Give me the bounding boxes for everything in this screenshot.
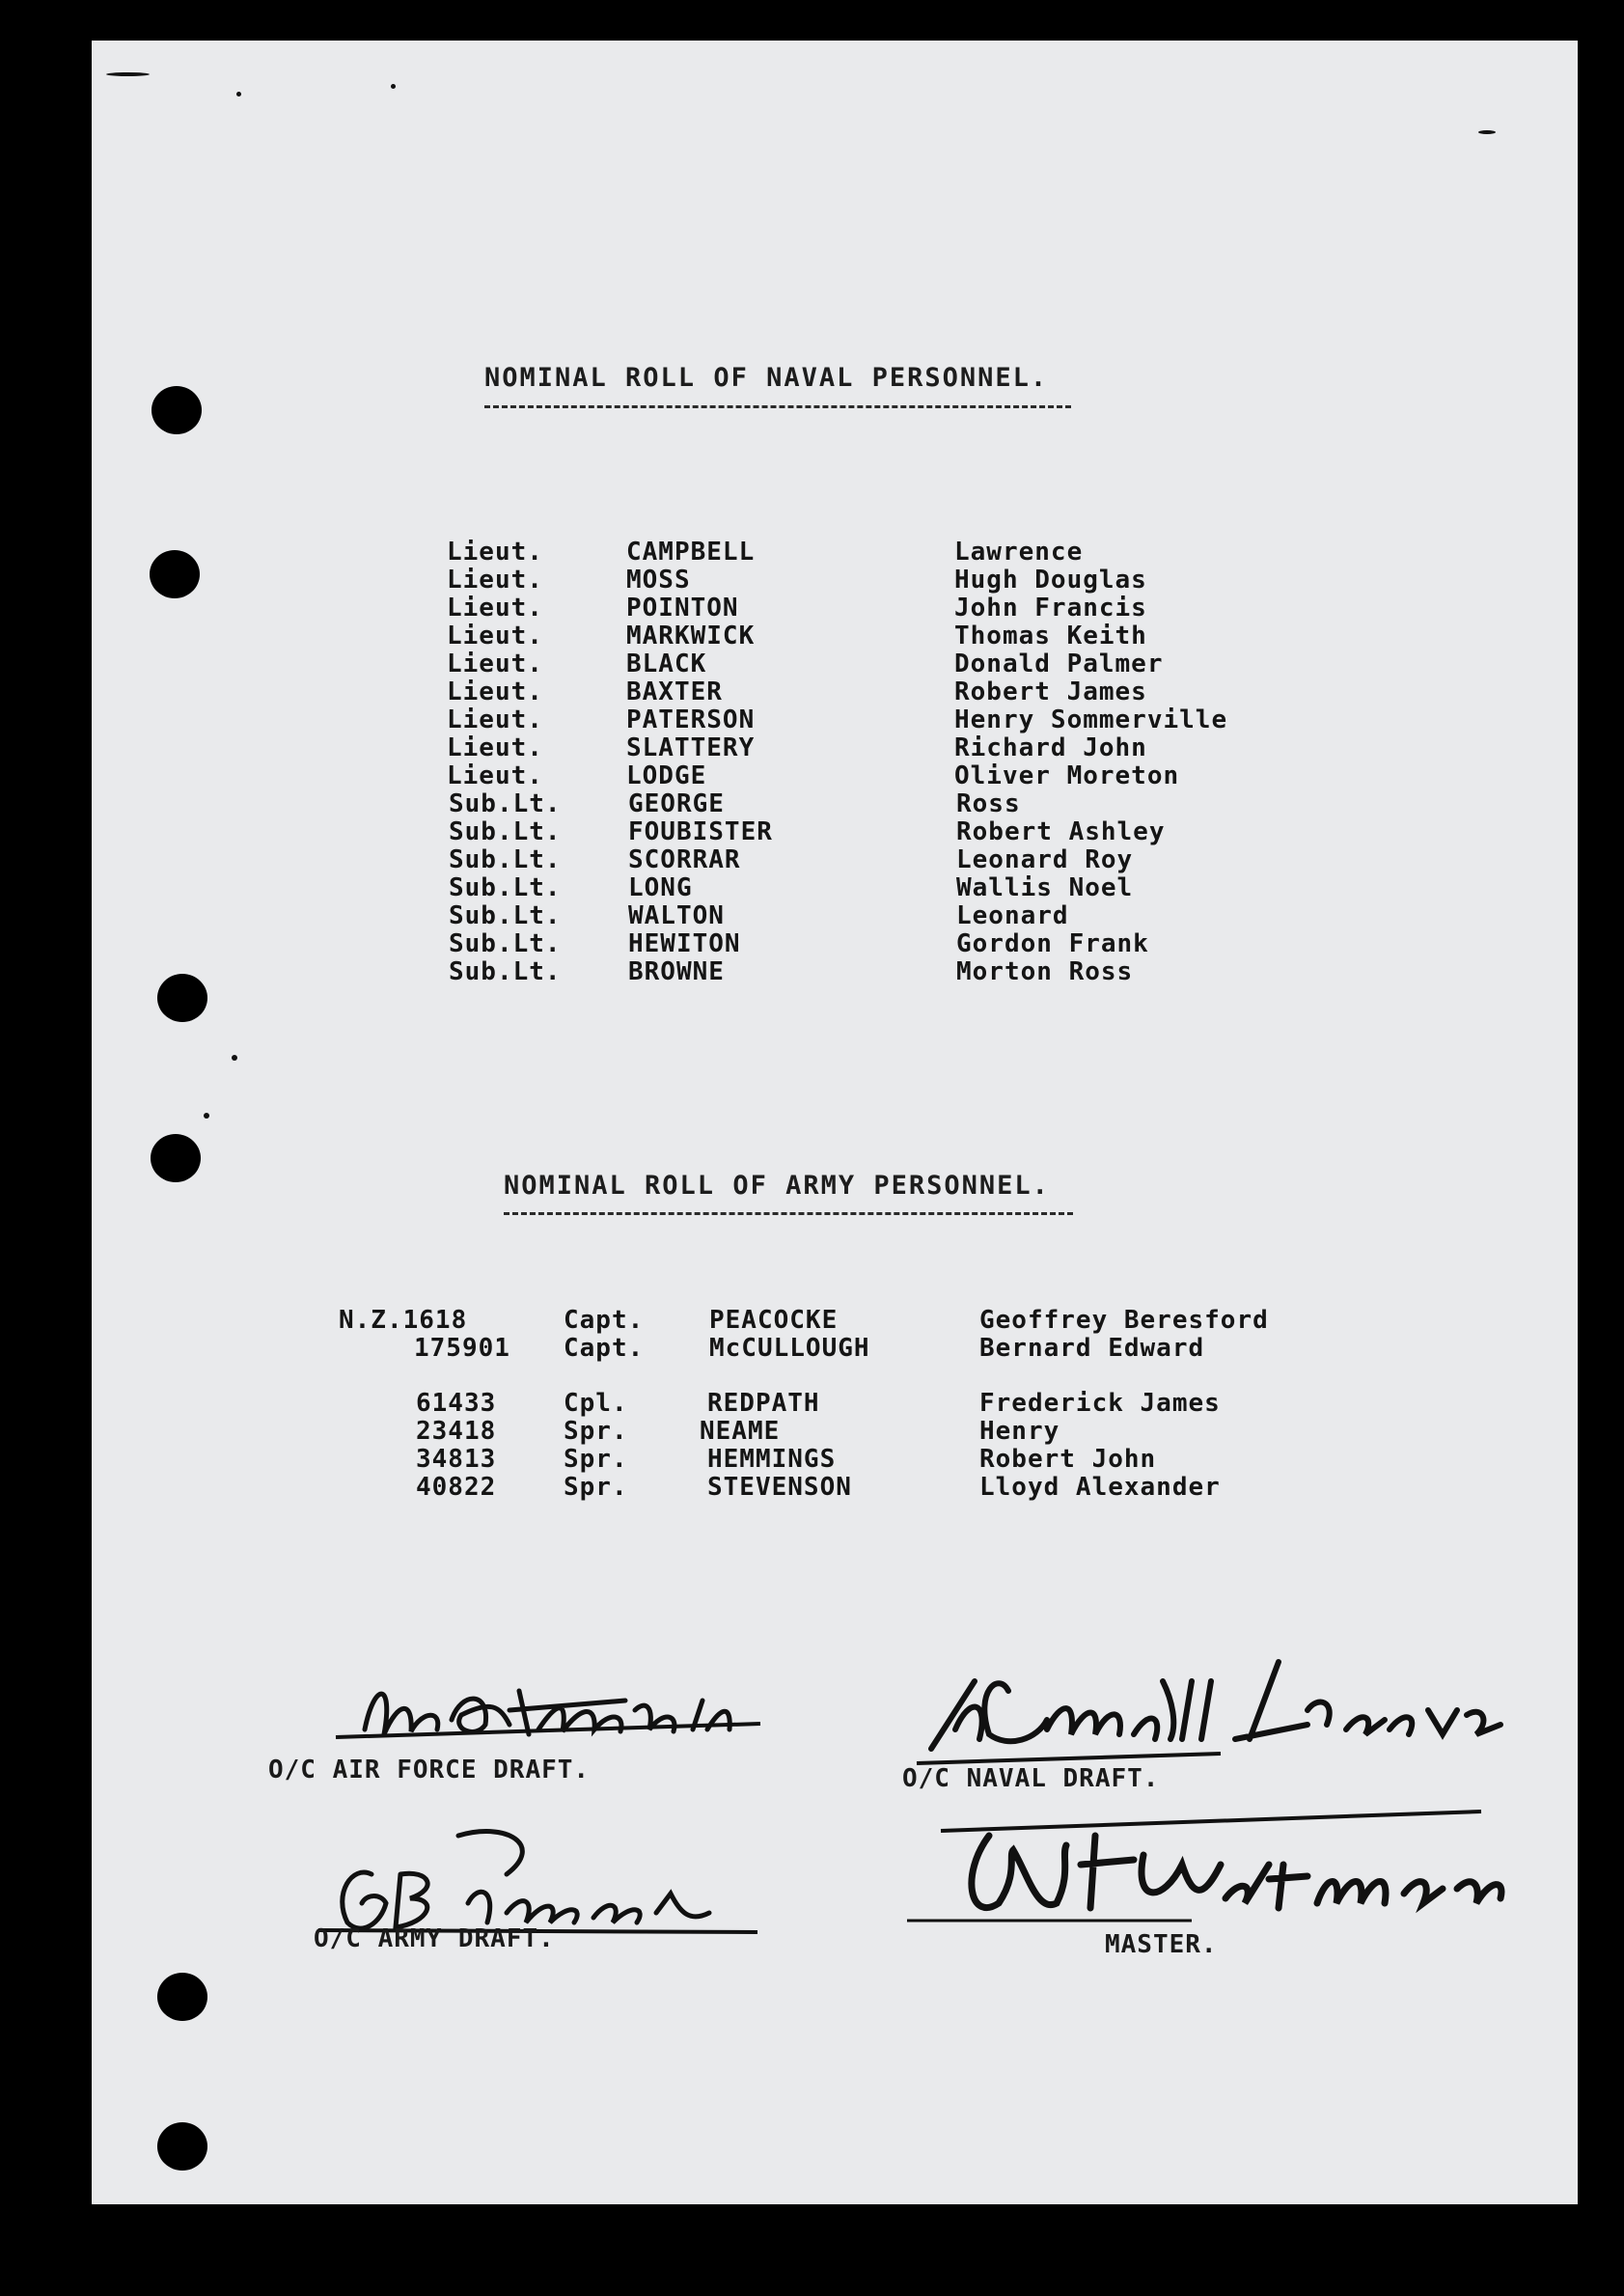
given-name-cell: Leonard <box>956 901 1069 930</box>
air-force-caption: O/C AIR FORCE DRAFT. <box>268 1756 591 1784</box>
naval-roll-title: NOMINAL ROLL OF NAVAL PERSONNEL. <box>484 363 1049 393</box>
naval-row <box>92 538 1578 566</box>
given-name-cell: Richard John <box>954 733 1147 762</box>
rank-cell: Lieut. <box>447 538 543 567</box>
rank-cell: Lieut. <box>447 705 543 734</box>
army-row <box>92 1417 1578 1445</box>
rank-cell: Sub.Lt. <box>449 873 562 902</box>
surname-cell: SLATTERY <box>626 733 756 762</box>
ink-speck <box>391 84 396 89</box>
army-row <box>92 1473 1578 1501</box>
naval-row <box>92 566 1578 594</box>
given-name-cell: Lloyd Alexander <box>979 1473 1221 1502</box>
given-name-cell: Lawrence <box>954 538 1084 567</box>
rank-cell: Lieut. <box>447 650 543 678</box>
rank-cell: Sub.Lt. <box>449 901 562 930</box>
naval-row <box>92 789 1578 817</box>
given-name-cell: Gordon Frank <box>956 929 1149 958</box>
service-number-cell: N.Z.1618 <box>339 1306 468 1335</box>
surname-cell: REDPATH <box>707 1389 820 1418</box>
ink-speck <box>236 92 241 97</box>
punch-hole <box>151 1134 201 1182</box>
rank-cell: Lieut. <box>447 622 543 650</box>
given-name-cell: Leonard Roy <box>956 845 1134 874</box>
army-row <box>92 1306 1578 1334</box>
rank-cell: Spr. <box>564 1417 628 1446</box>
given-name-cell: Geoffrey Beresford <box>979 1306 1269 1335</box>
surname-cell: HEWITON <box>628 929 741 958</box>
rank-cell: Spr. <box>564 1473 628 1502</box>
service-number-cell: 175901 <box>414 1334 510 1363</box>
surname-cell: BROWNE <box>628 957 725 986</box>
given-name-cell: Morton Ross <box>956 957 1134 986</box>
surname-cell: McCULLOUGH <box>709 1334 870 1363</box>
rank-cell: Capt. <box>564 1306 645 1335</box>
given-name-cell: Hugh Douglas <box>954 566 1147 595</box>
surname-cell: NEAME <box>700 1417 781 1446</box>
ink-speck <box>1478 130 1496 134</box>
army-signature-block <box>314 1816 864 1971</box>
given-name-cell: Frederick James <box>979 1389 1221 1418</box>
naval-row <box>92 733 1578 761</box>
given-name-cell: Robert James <box>954 678 1147 706</box>
ink-speck <box>232 1055 237 1061</box>
army-row <box>92 1445 1578 1473</box>
naval-row <box>92 622 1578 650</box>
rank-cell: Spr. <box>564 1445 628 1474</box>
surname-cell: STEVENSON <box>707 1473 852 1502</box>
surname-cell: PATERSON <box>626 705 756 734</box>
given-name-cell: Oliver Moreton <box>954 761 1180 790</box>
surname-cell: POINTON <box>626 594 739 622</box>
master-signature-block <box>902 1797 1568 1971</box>
surname-cell: MOSS <box>626 566 691 595</box>
army-title-underline <box>504 1212 1073 1215</box>
given-name-cell: Donald Palmer <box>954 650 1164 678</box>
naval-row <box>92 594 1578 622</box>
surname-cell: LODGE <box>626 761 707 790</box>
surname-cell: FOUBISTER <box>628 817 773 846</box>
rank-cell: Cpl. <box>564 1389 628 1418</box>
rank-cell: Sub.Lt. <box>449 789 562 818</box>
surname-cell: MARKWICK <box>626 622 756 650</box>
naval-row <box>92 845 1578 873</box>
army-row <box>92 1389 1578 1417</box>
given-name-cell: Wallis Noel <box>956 873 1134 902</box>
air-force-signature-block <box>268 1662 886 1797</box>
naval-row <box>92 650 1578 678</box>
punch-hole <box>157 1973 207 2021</box>
rank-cell: Sub.Lt. <box>449 957 562 986</box>
given-name-cell: Robert John <box>979 1445 1157 1474</box>
service-number-cell: 61433 <box>416 1389 497 1418</box>
surname-cell: GEORGE <box>628 789 725 818</box>
naval-row <box>92 817 1578 845</box>
naval-row <box>92 901 1578 929</box>
given-name-cell: Henry <box>979 1417 1060 1446</box>
master-signature <box>902 1797 1558 1951</box>
given-name-cell: Henry Sommerville <box>954 705 1228 734</box>
given-name-cell: Bernard Edward <box>979 1334 1205 1363</box>
rank-cell: Lieut. <box>447 733 543 762</box>
army-row <box>92 1334 1578 1362</box>
surname-cell: CAMPBELL <box>626 538 756 567</box>
surname-cell: WALTON <box>628 901 725 930</box>
army-caption: O/C ARMY DRAFT. <box>314 1924 555 1953</box>
naval-caption: O/C NAVAL DRAFT. <box>902 1764 1160 1793</box>
rank-cell: Capt. <box>564 1334 645 1363</box>
naval-row <box>92 705 1578 733</box>
service-number-cell: 34813 <box>416 1445 497 1474</box>
rank-cell: Lieut. <box>447 566 543 595</box>
ink-speck <box>204 1113 209 1119</box>
naval-row <box>92 957 1578 985</box>
naval-signature-block <box>902 1643 1568 1797</box>
naval-row <box>92 761 1578 789</box>
surname-cell: PEACOCKE <box>709 1306 839 1335</box>
naval-row <box>92 929 1578 957</box>
naval-title-underline <box>484 405 1071 408</box>
surname-cell: LONG <box>628 873 693 902</box>
rank-cell: Lieut. <box>447 594 543 622</box>
surname-cell: BLACK <box>626 650 707 678</box>
given-name-cell: Ross <box>956 789 1021 818</box>
given-name-cell: Thomas Keith <box>954 622 1147 650</box>
service-number-cell: 23418 <box>416 1417 497 1446</box>
master-caption: MASTER. <box>1105 1930 1218 1959</box>
air-force-signature <box>307 1662 809 1758</box>
surname-cell: SCORRAR <box>628 845 741 874</box>
punch-hole <box>151 386 202 434</box>
rank-cell: Lieut. <box>447 678 543 706</box>
rank-cell: Sub.Lt. <box>449 845 562 874</box>
ink-speck <box>106 72 150 76</box>
army-roll-title: NOMINAL ROLL OF ARMY PERSONNEL. <box>504 1171 1050 1201</box>
document-page <box>92 41 1578 2204</box>
rank-cell: Sub.Lt. <box>449 817 562 846</box>
rank-cell: Sub.Lt. <box>449 929 562 958</box>
naval-row <box>92 678 1578 705</box>
punch-hole <box>157 2122 207 2171</box>
service-number-cell: 40822 <box>416 1473 497 1502</box>
given-name-cell: John Francis <box>954 594 1147 622</box>
surname-cell: BAXTER <box>626 678 723 706</box>
given-name-cell: Robert Ashley <box>956 817 1166 846</box>
surname-cell: HEMMINGS <box>707 1445 837 1474</box>
naval-signature <box>902 1643 1549 1768</box>
naval-row <box>92 873 1578 901</box>
rank-cell: Lieut. <box>447 761 543 790</box>
